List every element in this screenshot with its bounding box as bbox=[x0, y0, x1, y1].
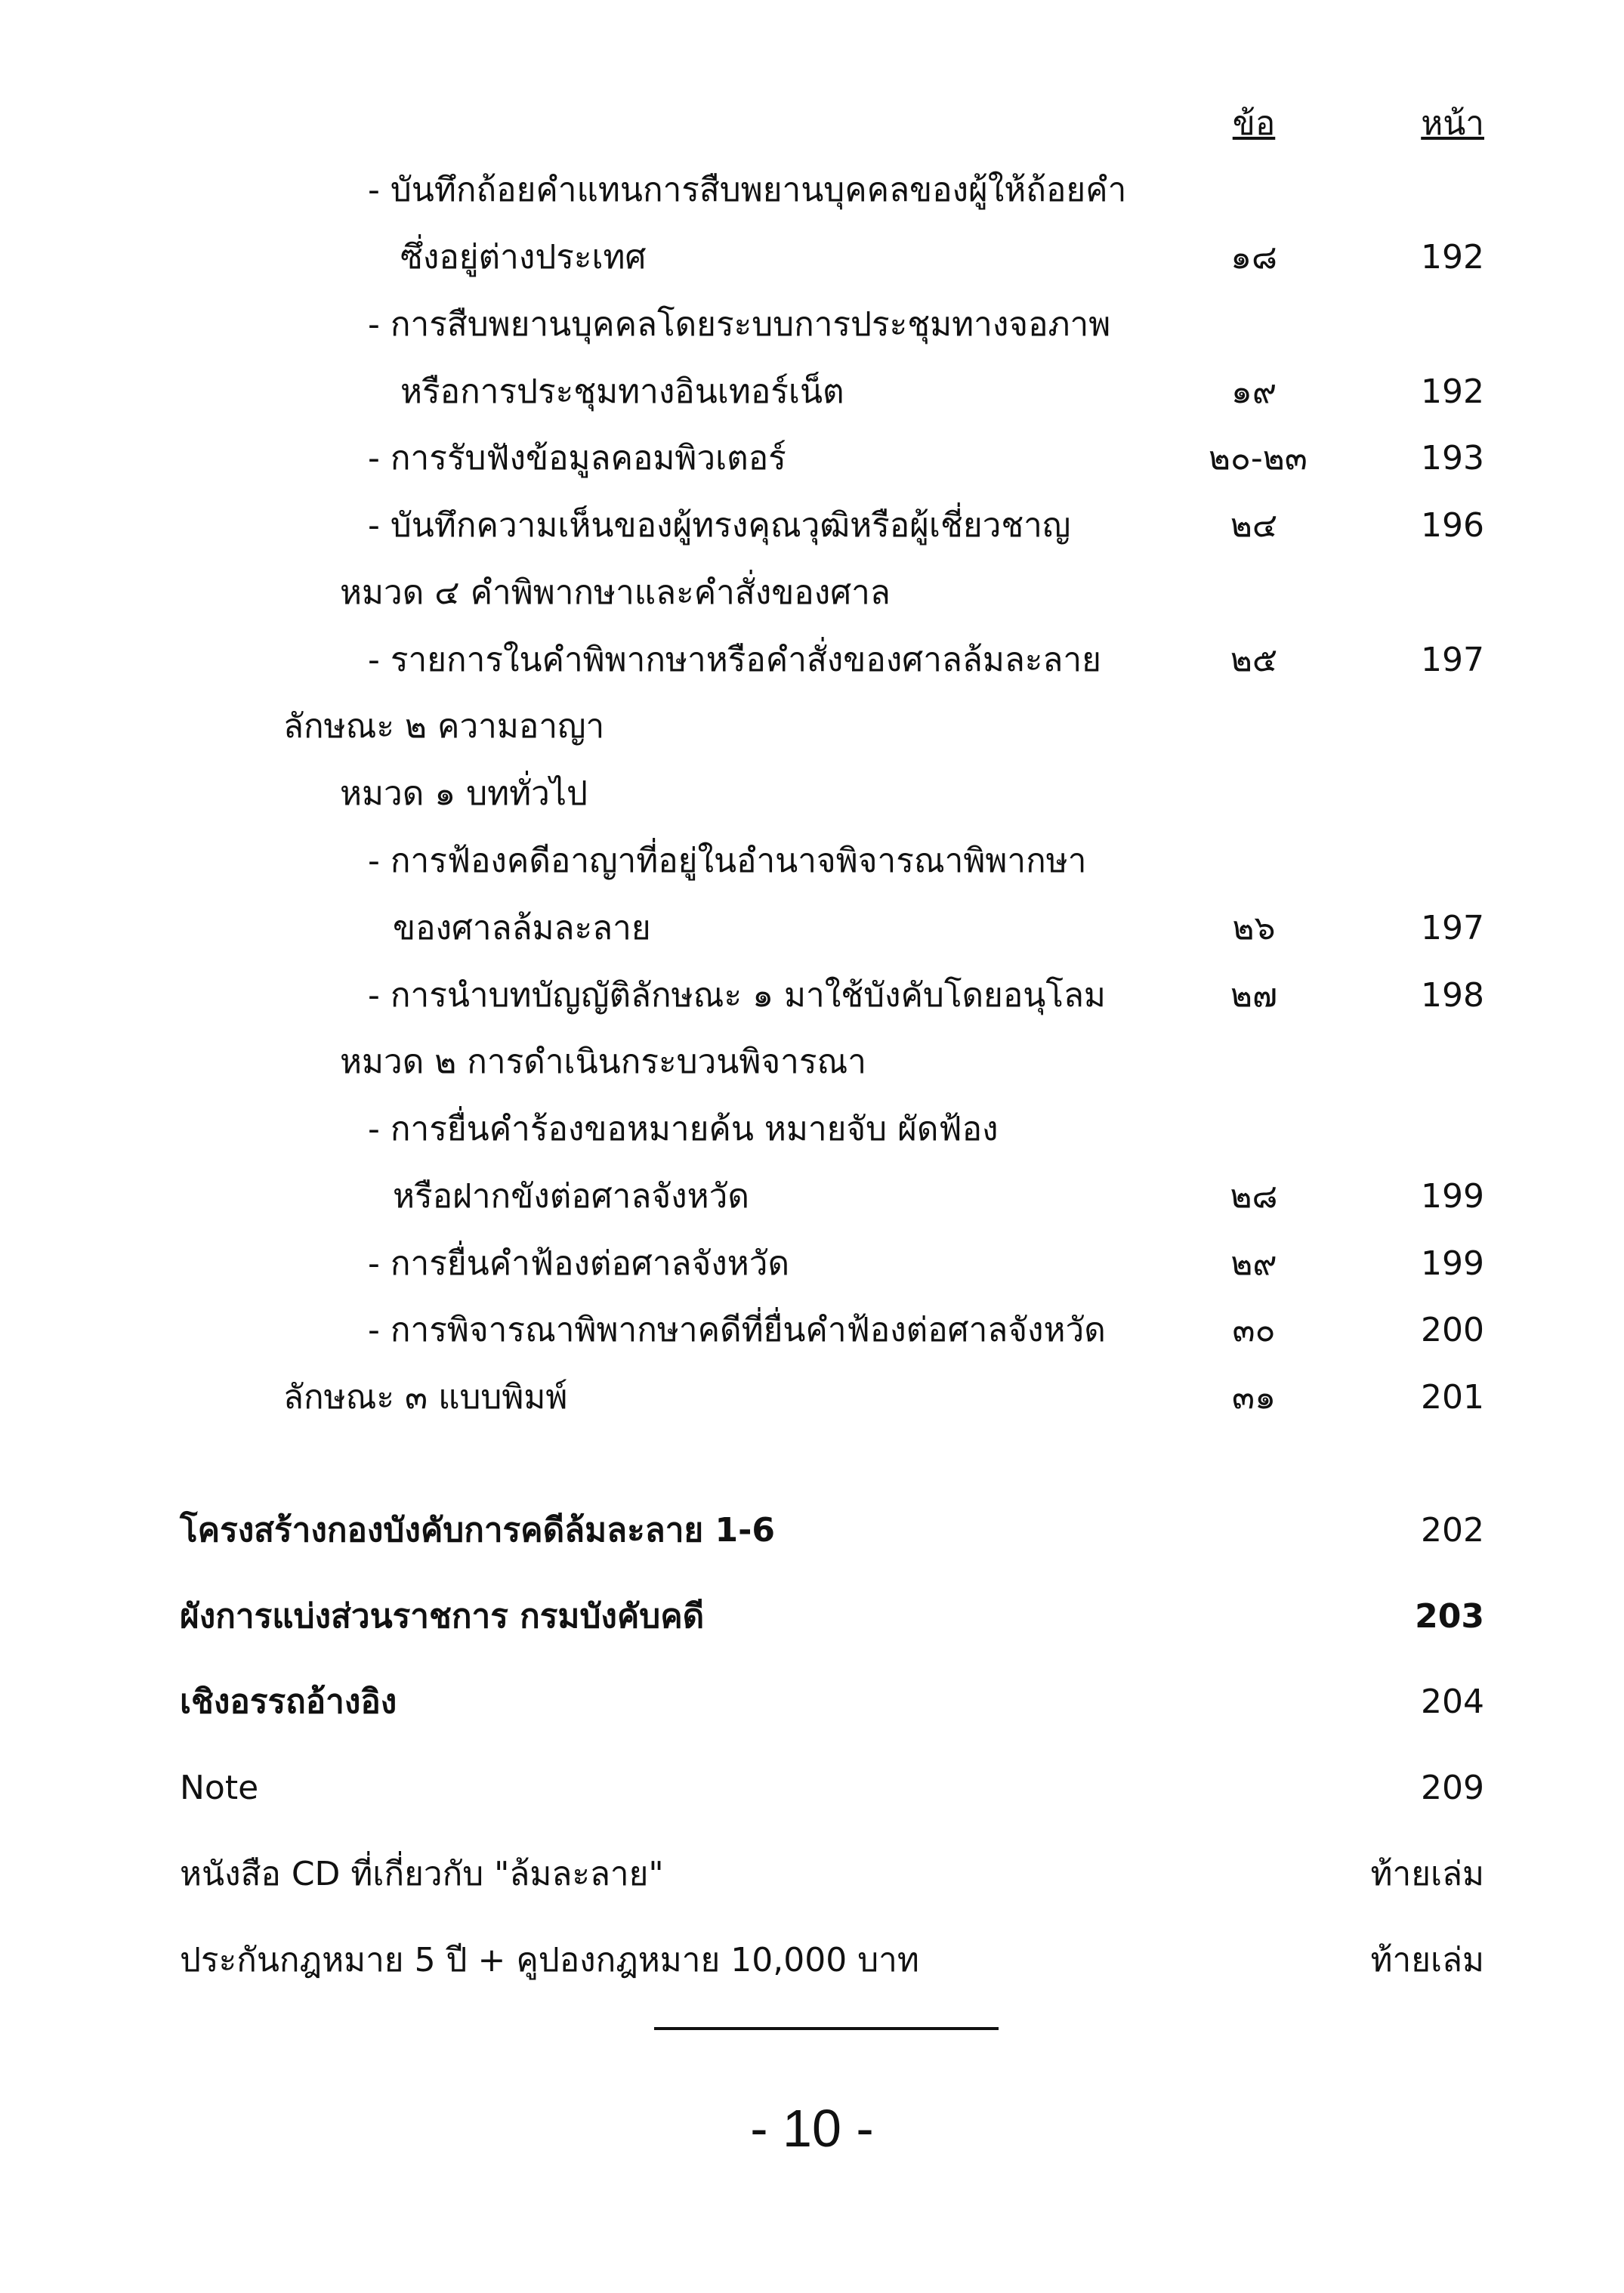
toc-entry-text: - รายการในคำพิพากษาหรือคำสั่งของศาลล้มละลาย bbox=[368, 641, 1101, 679]
appendix-entry-text: ประกันกฎหมาย 5 ปี + คูปองกฎหมาย 10,000 บาท bbox=[180, 1941, 919, 1979]
toc-entry-text: หมวด ๒ การดำเนินกระบวนพิจารณา bbox=[340, 1043, 866, 1081]
toc-entry-page: 197 bbox=[1421, 909, 1484, 947]
toc-entry-text: - การสืบพยานบุคคลโดยระบบการประชุมทางจอภาพ bbox=[368, 305, 1111, 344]
appendix-entry-text: ผังการแบ่งส่วนราชการ กรมบังคับคดี bbox=[180, 1597, 705, 1636]
toc-entry-text: - การพิจารณาพิพากษาคดีที่ยื่นคำฟ้องต่อศาลจังหวัด bbox=[368, 1311, 1106, 1349]
toc-entry bbox=[0, 1234, 1624, 1294]
toc-entry bbox=[0, 630, 1624, 691]
appendix-entry-text: Note bbox=[180, 1769, 259, 1807]
toc-part-heading bbox=[0, 1367, 1624, 1428]
toc-entry bbox=[0, 1099, 1624, 1160]
section-column-header: ข้อ bbox=[1232, 104, 1276, 143]
toc-entry bbox=[0, 831, 1624, 892]
toc-entry-section: ๓๑ bbox=[1231, 1378, 1276, 1417]
appendix-entry bbox=[0, 1844, 1624, 1905]
toc-entry-page: 201 bbox=[1421, 1378, 1484, 1417]
toc-entry-section: ๓๐ bbox=[1232, 1311, 1276, 1349]
toc-entry bbox=[0, 966, 1624, 1026]
toc-entry-page: 192 bbox=[1421, 372, 1484, 411]
toc-entry-page: 199 bbox=[1421, 1177, 1484, 1216]
appendix-entry-page: 209 bbox=[1421, 1769, 1484, 1807]
toc-entry-text: ลักษณะ ๓ แบบพิมพ์ bbox=[283, 1378, 568, 1417]
toc-chapter-heading bbox=[0, 563, 1624, 623]
toc-part-heading bbox=[0, 697, 1624, 757]
toc-entry-text: ซึ่งอยู่ต่างประเทศ bbox=[400, 238, 647, 277]
appendix-entry-page: 204 bbox=[1421, 1683, 1484, 1721]
toc-entry-text: ของศาลล้มละลาย bbox=[393, 909, 651, 947]
appendix-entry bbox=[0, 1930, 1624, 1991]
toc-entry-section: ๒๗ bbox=[1230, 976, 1278, 1015]
appendix-entry-page: ท้ายเล่ม bbox=[1370, 1941, 1484, 1979]
appendix-entry bbox=[0, 1672, 1624, 1732]
appendix-entry-text: เชิงอรรถอ้างอิง bbox=[180, 1683, 397, 1721]
toc-entry bbox=[0, 1167, 1624, 1227]
footer-divider bbox=[654, 2027, 999, 2030]
toc-entry bbox=[0, 1300, 1624, 1361]
toc-entry-text: - บันทึกถ้อยคำแทนการสืบพยานบุคคลของผู้ให้ถ้อยคำ bbox=[368, 171, 1127, 209]
toc-chapter-heading bbox=[0, 1032, 1624, 1092]
appendix-entry-page: ท้ายเล่ม bbox=[1370, 1855, 1484, 1893]
page-column-header: หน้า bbox=[1421, 104, 1484, 143]
toc-entry-section: ๒๔ bbox=[1230, 506, 1278, 545]
toc-chapter-heading bbox=[0, 764, 1624, 824]
appendix-entry-page: 203 bbox=[1415, 1597, 1484, 1636]
toc-entry bbox=[0, 295, 1624, 355]
toc-entry bbox=[0, 227, 1624, 288]
toc-entry-section: ๒๙ bbox=[1230, 1244, 1277, 1283]
toc-entry-text: - การรับฟังข้อมูลคอมพิวเตอร์ bbox=[368, 439, 786, 477]
toc-entry-section: ๒๖ bbox=[1232, 909, 1276, 947]
toc-entry-text: หมวด ๔ คำพิพากษาและคำสั่งของศาล bbox=[340, 573, 891, 612]
toc-entry bbox=[0, 428, 1624, 489]
toc-entry-page: 192 bbox=[1421, 238, 1484, 277]
toc-entry-section: ๑๘ bbox=[1230, 238, 1277, 277]
toc-entry-text: - การยื่นคำฟ้องต่อศาลจังหวัด bbox=[368, 1244, 790, 1283]
toc-entry-text: - การยื่นคำร้องขอหมายค้น หมายจับ ผัดฟ้อง bbox=[368, 1110, 999, 1148]
toc-entry-text: - การนำบทบัญญัติลักษณะ ๑ มาใช้บังคับโดยอนุโลม bbox=[368, 976, 1106, 1015]
toc-entry-text: หมวด ๑ บททั่วไป bbox=[340, 774, 588, 813]
toc-entry-page: 200 bbox=[1421, 1311, 1484, 1349]
appendix-entry-text: หนังสือ CD ที่เกี่ยวกับ "ล้มละลาย" bbox=[180, 1855, 664, 1893]
toc-entry bbox=[0, 496, 1624, 556]
toc-entry-page: 198 bbox=[1421, 976, 1484, 1015]
toc-entry bbox=[0, 160, 1624, 221]
appendix-entry bbox=[0, 1587, 1624, 1647]
toc-entry-section: ๒๕ bbox=[1230, 641, 1278, 679]
toc-entry-text: ลักษณะ ๒ ความอาญา bbox=[283, 707, 605, 746]
toc-entry bbox=[0, 898, 1624, 959]
toc-entry-section: ๒๘ bbox=[1230, 1177, 1278, 1216]
toc-entry-page: 193 bbox=[1421, 439, 1484, 477]
toc-entry-text: - บันทึกความเห็นของผู้ทรงคุณวุฒิหรือผู้เชี่ยวชาญ bbox=[368, 506, 1071, 545]
appendix-entry-page: 202 bbox=[1421, 1511, 1484, 1550]
toc-entry-section: ๑๙ bbox=[1230, 372, 1277, 411]
toc-entry-text: - การฟ้องคดีอาญาที่อยู่ในอำนาจพิจารณาพิพากษา bbox=[368, 842, 1087, 880]
toc-entry-page: 197 bbox=[1421, 641, 1484, 679]
appendix-entry bbox=[0, 1758, 1624, 1819]
appendix-entry-text: โครงสร้างกองบังคับการคดีล้มละลาย 1-6 bbox=[180, 1511, 776, 1550]
toc-entry-section: ๒๐-๒๓ bbox=[1209, 439, 1308, 477]
toc-entry bbox=[0, 362, 1624, 422]
column-header-row bbox=[0, 94, 1624, 154]
appendix-entry bbox=[0, 1500, 1624, 1561]
toc-entry-text: หรือการประชุมทางอินเทอร์เน็ต bbox=[400, 372, 844, 411]
toc-entry-text: หรือฝากขังต่อศาลจังหวัด bbox=[393, 1177, 749, 1216]
toc-entry-page: 199 bbox=[1421, 1244, 1484, 1283]
toc-entry-page: 196 bbox=[1421, 506, 1484, 545]
page-number: - 10 - bbox=[750, 2099, 874, 2158]
